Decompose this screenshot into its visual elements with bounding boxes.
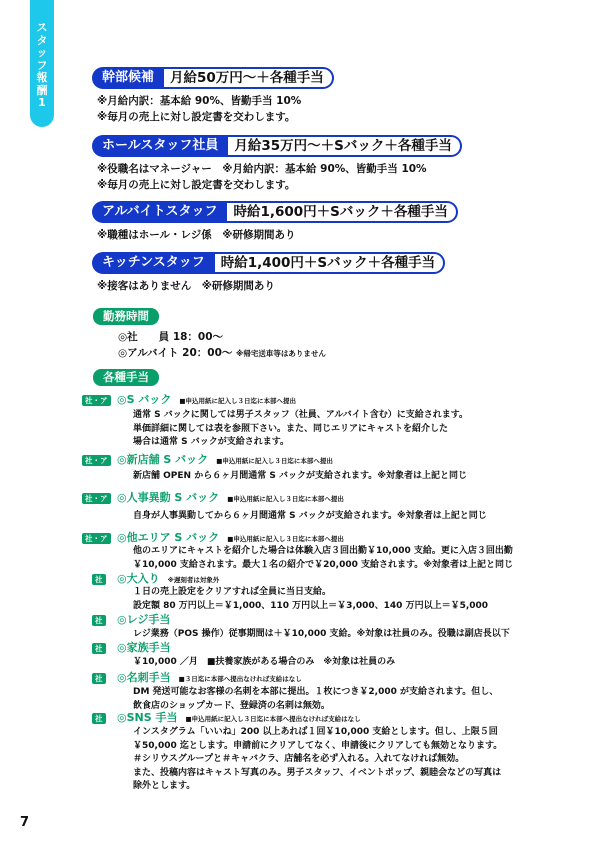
allowance-note: ■申込用紙に記入し３日迄に本部へ提出 xyxy=(216,457,333,465)
position-label: キッチンスタッフ xyxy=(92,252,215,274)
hours-note: ※帰宅送車等はありません xyxy=(236,349,326,358)
allowance-title: ◎S バック ■申込用紙に記入し３日迄に本部へ提出 xyxy=(117,393,297,406)
allowance-note: ■申込用紙に記入し３日迄に本部へ提出なければ支給はなし xyxy=(185,715,361,723)
position-bar xyxy=(92,67,334,89)
position-note: ※毎月の売上に対し設定書を交わします。 xyxy=(97,111,296,123)
side-tab-text: ス タ ッ フ 報 酬 1 xyxy=(36,21,48,109)
allowance-body: １日の売上設定をクリアすれば全員に当日支給。 設定額 80 万円以上＝￥1,000、110 万円以上＝￥3,000、140 万円以上＝￥5,000 xyxy=(133,587,489,611)
allowance-title: ◎名刺手当 ■３日迄に本部へ提出なければ支給はなし xyxy=(117,671,302,684)
allowance-note: ※遅刻者は対象外 xyxy=(167,576,220,584)
position-bar xyxy=(92,201,458,223)
position-note: ※接客はありません ※研修期間あり xyxy=(97,280,275,292)
allowance-title: ◎他エリア S バック ■申込用紙に記入し３日迄に本部へ提出 xyxy=(117,531,344,544)
eligibility-badge: 社 xyxy=(92,643,106,654)
allowance-title: ◎人事異動 S バック ■申込用紙に記入し３日迄に本部へ提出 xyxy=(117,491,344,504)
eligibility-badge: 社 xyxy=(92,615,106,626)
eligibility-badge: 社・ア xyxy=(82,455,111,466)
position-label: 幹部候補 xyxy=(92,67,164,89)
eligibility-badge: 社・ア xyxy=(82,493,111,504)
allowance-body: DM 発送可能なお客様の名刺を本部に提出。１枚につき￥2,000 が支給されます。但し、 飲食店のショップカード、登録済の名刺は無効。 xyxy=(133,687,499,711)
section-heading-hours: 勤務時間 xyxy=(93,308,159,325)
position-bar xyxy=(92,135,462,157)
allowance-title: ◎大入り ※遅刻者は対象外 xyxy=(117,572,220,585)
eligibility-badge: 社 xyxy=(92,713,106,724)
eligibility-badge: 社 xyxy=(92,673,106,684)
side-tab xyxy=(30,0,54,127)
allowance-body: 通常 S バックに関しては男子スタッフ（社員、アルバイト含む）に支給されます。 単価詳細に関しては表を参照下さい。また、同じエリアにキャストを紹介した 場合は通常 S バックが支給されます。 xyxy=(133,410,469,447)
hours-line: ◎社 員 18：00〜 xyxy=(118,331,224,343)
eligibility-badge: 社・ア xyxy=(82,533,111,544)
position-note: ※役職名はマネージャー ※月給内訳：基本給 90%、皆勤手当 10% xyxy=(97,163,427,175)
allowance-note: ■３日迄に本部へ提出なければ支給はなし xyxy=(178,675,302,683)
position-note: ※月給内訳：基本給 90%、皆勤手当 10% xyxy=(97,95,302,107)
position-pay: 月給35万円〜＋Sバック＋各種手当 xyxy=(228,135,462,157)
allowance-title: ◎SNS 手当 ■申込用紙に記入し３日迄に本部へ提出なければ支給はなし xyxy=(117,711,361,724)
position-bar xyxy=(92,252,445,274)
position-note: ※職種はホール・レジ係 ※研修期間あり xyxy=(97,229,296,241)
allowance-title: ◎新店舗 S バック ■申込用紙に記入し３日迄に本部へ提出 xyxy=(117,453,333,466)
section-heading-allowances: 各種手当 xyxy=(93,369,159,386)
allowance-title: ◎レジ手当 xyxy=(117,613,171,626)
allowance-title: ◎家族手当 xyxy=(117,641,171,654)
position-note: ※毎月の売上に対し設定書を交わします。 xyxy=(97,179,296,191)
allowance-body: ￥10,000 ／月 ■扶養家族がある場合のみ ※対象は社員のみ xyxy=(133,657,396,667)
position-label: アルバイトスタッフ xyxy=(92,201,227,223)
allowance-note: ■申込用紙に記入し３日迄に本部へ提出 xyxy=(179,397,297,405)
eligibility-badge: 社・ア xyxy=(82,395,111,406)
allowance-body: 新店舗 OPEN から６ヶ月間通常 S バックが支給されます。※対象者は上記と同じ xyxy=(133,471,467,481)
position-pay: 月給50万円〜＋各種手当 xyxy=(164,67,334,89)
allowance-note: ■申込用紙に記入し３日迄に本部へ提出 xyxy=(227,495,344,503)
allowance-body: インスタグラム「いいね」200 以上あれば１回￥10,000 支給とします。但し、上限５回 ￥50,000 迄とします。申請前にクリアしてなく、申請後にクリアしても無効となります。 ＃シリウスグループと＃キャバクラ、店舗名を必ず入れる。入れてなければ無効。 また、投稿内容はキャスト写真のみ。男子スタッフ、イベントポップ、親睦会などの写真は 除外とします。 xyxy=(133,727,503,791)
position-pay: 時給1,600円＋Sバック＋各種手当 xyxy=(227,201,457,223)
page-number: 7 xyxy=(20,815,30,830)
position-pay: 時給1,400円＋Sバック＋各種手当 xyxy=(215,252,445,274)
allowance-body: 他のエリアにキャストを紹介した場合は体験入店３回出勤￥10,000 支給。更に入店３回出勤 ￥10,000 支給されます。最大１名の紹介で￥20,000 支給されます。※対象者は上記と同じ xyxy=(133,546,514,570)
eligibility-badge: 社 xyxy=(92,574,106,585)
allowance-body: 自身が人事異動してから６ヶ月間通常 S バックが支給されます。※対象者は上記と同じ xyxy=(133,511,487,521)
allowance-body: レジ業務（POS 操作）従事期間は＋￥10,000 支給。※対象は社員のみ。役職は副店長以下 xyxy=(133,629,510,639)
allowance-note: ■申込用紙に記入し３日迄に本部へ提出 xyxy=(227,535,344,543)
hours-line: ◎アルバイト 20：00〜 ※帰宅送車等はありません xyxy=(118,347,326,359)
position-label: ホールスタッフ社員 xyxy=(92,135,228,157)
